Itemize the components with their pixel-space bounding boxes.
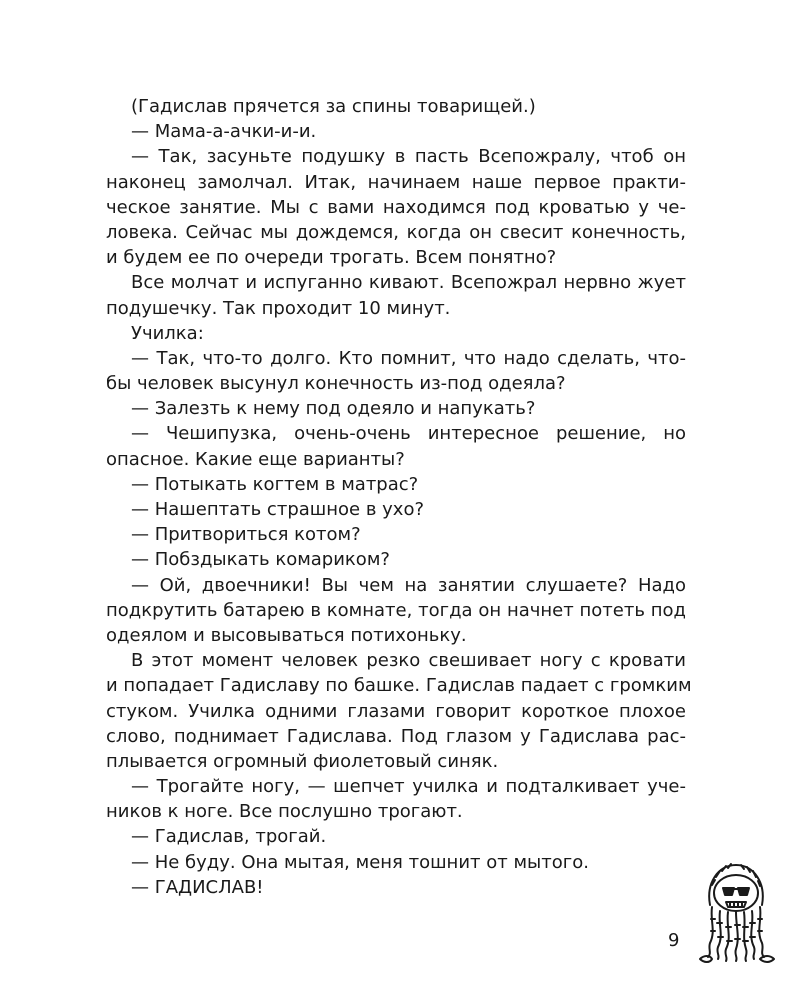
page-text (106, 94, 692, 900)
text-line: — Потыкать когтем в матрас? (131, 473, 419, 495)
text-line: слово, поднимает Гадислава. Под глазом у Гадислава рас- (106, 725, 686, 747)
text-line: — Залезть к нему под одеяло и напукать? (131, 398, 536, 420)
text-line: — Побздыкать комариком? (131, 549, 390, 571)
text-line: стуком. Училка одними глазами говорит короткое плохое (106, 700, 686, 722)
text-line: — Так, засуньте подушку в пасть Всепожралу, чтоб он (131, 146, 686, 168)
text-line: и будем ее по очереди трогать. Всем понятно? (106, 247, 557, 269)
text-line: — ГАДИСЛАВ! (131, 876, 264, 898)
text-line: и попадает Гадиславу по башке. Гадислав падает с громким (106, 675, 692, 697)
text-line: одеялом и высовываться потихоньку. (106, 624, 467, 646)
text-line: — Мама-а-ачки-и-и. (131, 121, 317, 143)
text-line: опасное. Какие еще варианты? (106, 448, 405, 470)
text-line: плывается огромный фиолетовый синяк. (106, 750, 499, 772)
text-line: — Нашептать страшное в ухо? (131, 499, 425, 520)
text-line: — Чешипузка, очень-очень интересное решение, но (131, 423, 686, 445)
text-line: ловека. Сейчас мы дождемся, когда он свесит конечность, (106, 221, 686, 243)
text-line: — Гадислав, трогай. (131, 826, 327, 848)
monster-mascot-icon (696, 855, 776, 965)
text-line: ников к ноге. Все послушно трогают. (106, 801, 463, 823)
page-number: 9 (668, 930, 680, 951)
text-line: подкрутить батарею в комнате, тогда он начнет потеть под (106, 599, 686, 621)
text-line: (Гадислав прячется за спины товарищей.) (131, 96, 536, 117)
text-line: ческое занятие. Мы с вами находимся под кроватью у че- (106, 196, 686, 218)
text-line: — Так, что-то долго. Кто помнит, что надо сделать, что- (131, 347, 686, 369)
text-line: — Трогайте ногу, — шепчет училка и подталкивает уче- (131, 776, 686, 798)
text-line: Все молчат и испуганно кивают. Всепожрал нервно жует (131, 272, 686, 294)
text-line: Училка: (131, 322, 204, 344)
text-line: В этот момент человек резко свешивает ногу с кровати (131, 650, 686, 672)
text-line: бы человек высунул конечность из-под одеяла? (106, 373, 566, 395)
text-line: подушечку. Так проходит 10 минут. (106, 297, 451, 319)
text-line: — Притвориться котом? (131, 524, 361, 546)
text-line: наконец замолчал. Итак, начинаем наше первое практи- (106, 171, 686, 193)
text-line: — Не буду. Она мытая, меня тошнит от мытого. (131, 851, 589, 873)
text-line: — Ой, двоечники! Вы чем на занятии слушаете? Надо (131, 574, 686, 596)
